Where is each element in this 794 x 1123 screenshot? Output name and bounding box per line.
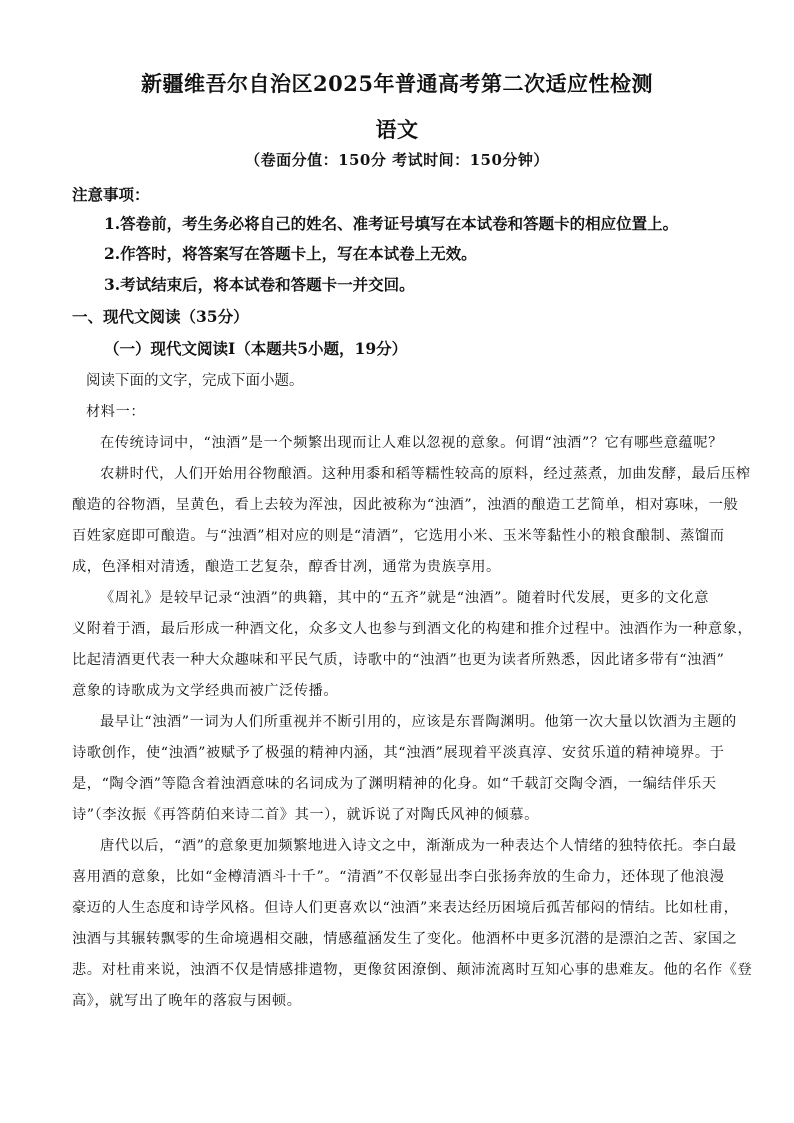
notice-item-3: 3.考试结束后，将本试卷和答题卡一并交回。: [104, 275, 415, 294]
exam-meta: （卷面分值：150分 考试时间：150分钟）: [245, 151, 549, 169]
reading-instruction: 阅读下面的文字，完成下面小题。: [86, 373, 304, 389]
notice-item-1: 1.答卷前，考生务必将自己的姓名、准考证号填写在本试卷和答题卡的相应位置上。: [104, 214, 679, 233]
passage-line: 比起清酒更代表一种大众趣味和平民气质，诗歌中的“浊酒”也更为读者所熟悉，因此诸多带有“浊酒”: [72, 652, 725, 668]
passage-line: 百姓家庭即可酿造。与“浊酒”相对应的则是“清酒”，它选用小米、玉米等黏性小的粮食酿制、蒸馏而: [72, 528, 725, 544]
exam-title: 新疆维吾尔自治区2025年普通高考第二次适应性检测: [141, 71, 653, 96]
notice-item-2: 2.作答时，将答案写在答题卡上，写在本试卷上无效。: [104, 244, 477, 263]
passage-line: 是，“陶令酒”等隐含着浊酒意味的名词成为了渊明精神的化身。如“千载訂交陶令酒，一编结伴乐天: [72, 776, 717, 792]
subsection-heading: （一）现代文阅读Ⅰ（本题共5小题，19分）: [104, 339, 408, 358]
passage-line: 农耕时代，人们开始用谷物酿酒。这种用黍和稻等糯性较高的原料，经过蒸煮，加曲发酵，最后压榨: [100, 466, 751, 482]
section-heading: 一、现代文阅读（35分）: [72, 307, 249, 326]
passage-line: 义附着于酒，最后形成一种酒文化，众多文人也参与到酒文化的构建和推介过程中。浊酒作为一种意象，: [72, 621, 753, 637]
passage-line: 《周礼》是较早记录“浊酒”的典籍，其中的“五齐”就是“浊酒”。随着时代发展，更多的文化意: [100, 590, 710, 606]
passage-line: 成，色泽相对清透，酿造工艺复杂，醇香甘冽，通常为贵族享用。: [72, 559, 501, 575]
passage-line: 诗”（李汝振《再答荫伯来诗二首》其一），就诉说了对陶氏风神的倾慕。: [72, 807, 539, 823]
notice-heading: 注意事项：: [72, 185, 150, 204]
passage-line: 悲。对杜甫来说，浊酒不仅是情感排遣物，更像贫困潦倒、颠沛流离时互知心事的患难友。他的名作《登: [72, 962, 753, 978]
material-label: 材料一：: [86, 404, 146, 420]
passage-line: 意象的诗歌成为文学经典而被广泛传播。: [72, 683, 339, 699]
passage-line: 高》，就写出了晚年的落寂与困顿。: [72, 993, 302, 1009]
passage-line: 酿造的谷物酒，呈黄色，看上去较为浑浊，因此被称为“浊酒”，浊酒的酿造工艺简单，相对寡味，一般: [72, 497, 739, 513]
passage-line: 在传统诗词中，“浊酒”是一个频繁出现而让人难以忽视的意象。何谓“浊酒”？它有哪些意蕴呢？: [100, 435, 723, 451]
passage-line: 浊酒与其辗转飘零的生命境遇相交融，情感蕴涵发生了变化。他酒杯中更多沉潜的是漂泊之苦、家国之: [72, 931, 738, 947]
subject-title: 语文: [375, 117, 419, 142]
passage-line: 诗歌创作，使“浊酒”被赋予了极强的精神内涵，其“浊酒”展现着平淡真淳、安贫乐道的精神境界。于: [72, 745, 725, 761]
passage-line: 最早让“浊酒”一词为人们所重视并不断引用的，应该是东晋陶渊明。他第一次大量以饮酒为主题的: [100, 714, 737, 730]
passage-line: 唐代以后，“酒”的意象更加频繁地进入诗文之中，渐渐成为一种表达个人情绪的独特依托。李白最: [100, 838, 737, 854]
passage-line: 喜用酒的意象，比如“金樽清酒斗十千”。“清酒”不仅彰显出李白张扬奔放的生命力，还体现了他浪漫: [72, 869, 725, 885]
passage-line: 豪迈的人生态度和诗学风格。但诗人们更喜欢以“浊酒”来表达经历困境后孤苦郁闷的情结。比如杜甫，: [72, 900, 739, 916]
